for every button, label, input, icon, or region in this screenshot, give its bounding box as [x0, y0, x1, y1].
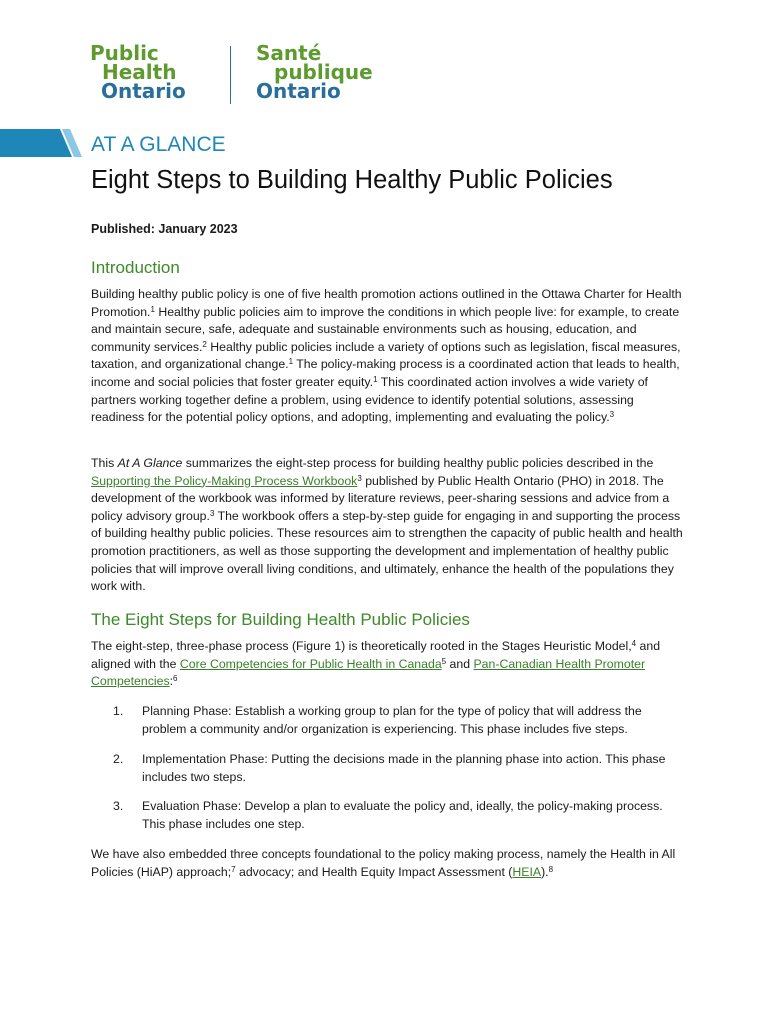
steps-paragraph: The eight-step, three-phase process (Figure 1) is theoretically rooted in the Stages Heuristic Model,$^4$ and aligned with the Core Competencies for Public Health in Canada$^5$ and Pan-Canadian Health Promoter Competencies:$^6$ [91, 639, 661, 689]
at-a-glance-kicker: AT A GLANCE [91, 133, 226, 156]
core-competencies-link[interactable]: Core Competencies for Public Health in Canada [179, 656, 442, 671]
health-promoter-competencies-link[interactable]: Pan-Canadian Health Promoter Competencies [91, 656, 646, 689]
concepts-paragraph: We have also embedded three concepts foundational to the policy making process, namely the Health in All Policies (HiAP) approach;$^7$ advocacy; and Health Equity Impact Assessment (HEIA).$^8$ [91, 847, 676, 879]
published-date: Published: January 2023 [91, 222, 238, 236]
introduction-heading: Introduction [91, 258, 180, 277]
header-banner-stripe [0, 129, 84, 157]
workbook-link[interactable]: Supporting the Policy-Making Process Workbook [91, 473, 358, 488]
page-title: Eight Steps to Building Healthy Public Policies [91, 166, 613, 194]
logo-french: Santé publique Ontario [256, 41, 373, 104]
intro-paragraph-2: This At A Glance summarizes the eight-step process for building healthy public policies described in the Supporting the Policy-Making Process Workbook$^3$ published by Public Health Ontario (PHO) in 2018. The development of the workbook was informed by literature reviews, peer-sharing sessions and advice from a policy advisory group.$^3$ The workbook offers a step-by-step guide for engaging in and supporting the process of building healthy public policies. These resources aim to strengthen the capacity of public health and health promotion practitioners, as well as those supporting the development and implementation of healthy public policies that will improve overall living conditions, and ultimately, enhance the health of the populations they work with. [91, 456, 683, 594]
logo-english: Public Health Ontario [90, 41, 186, 104]
eight-steps-heading: The Eight Steps for Building Health Public Policies [91, 610, 470, 629]
logo-divider [230, 46, 231, 104]
intro-paragraph-1: Building healthy public policy is one of five health promotion actions outlined in the Ottawa Charter for Health Promotion.$^1$ Healthy public policies aim to improve the conditions in which people live: for example, to create and maintain secure, safe, adequate and sustainable environments such as housing, education, and community services.$^2$ Healthy public policies include a variety of options such as legislation, fiscal measures, taxation, and organizational change.$^1$ The policy-making process is a coordinated action that leads to health, income and social policies that foster greater equity.$^1$ This coordinated action involves a wide variety of partners working together define a problem, using evidence to identify potential solutions, assessing readiness for the potential policy options, and adopting, implementing and evaluating the policy.$^3$ [91, 287, 682, 425]
heia-link[interactable]: HEIA [512, 864, 542, 879]
